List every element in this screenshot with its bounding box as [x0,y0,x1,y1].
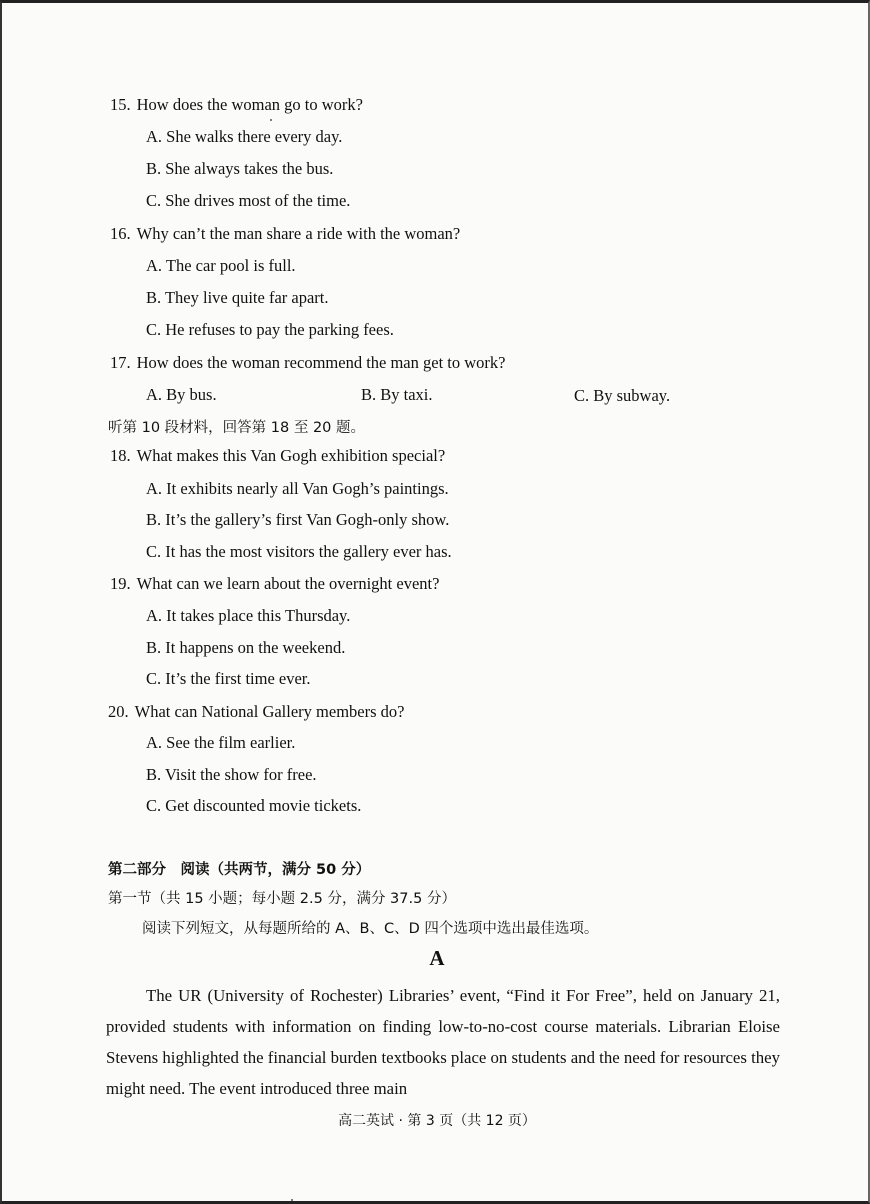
question-number: 18. [110,446,131,465]
question-number: 15. [110,95,131,114]
question-16 [110,224,460,244]
question-18 [110,446,445,466]
option-18-b: B. It’s the gallery’s first Van Gogh-only show. [146,510,450,529]
question-number: 19. [110,574,131,593]
question-text: What makes this Van Gogh exhibition special? [136,446,446,465]
section-one-heading: 第一节（共 15 小题；每小题 2.5 分，满分 37.5 分） [108,891,456,907]
question-number: 16. [110,224,131,243]
question-text: How does the woman go to work? [136,95,364,114]
question-15 [110,95,363,115]
passage-letter: A [429,946,445,970]
option-16-b: B. They live quite far apart. [146,288,329,307]
question-number: 17. [110,353,131,372]
question-17 [110,353,505,373]
option-15-b: B. She always takes the bus. [146,159,334,178]
scan-speck [291,1199,293,1201]
question-20 [108,702,404,722]
option-17-a: A. By bus. [146,385,217,404]
option-20-a: A. See the film earlier. [146,733,296,752]
question-text: What can we learn about the overnight event? [136,574,440,593]
question-text: How does the woman recommend the man get to work? [136,353,506,372]
material-instruction: 听第 10 段材料，回答第 18 至 20 题。 [108,420,366,436]
option-16-a: A. The car pool is full. [146,256,296,275]
option-20-b: B. Visit the show for free. [146,765,317,784]
option-19-a: A. It takes place this Thursday. [146,606,351,625]
option-15-c: C. She drives most of the time. [146,191,351,210]
option-17-c: C. By subway. [574,386,671,405]
passage-text: The UR (University of Rochester) Libraries’ event, “Find it For Free”, held on January 21, provided students with information on finding low-to-no-cost course materials. Librarian Eloise Stevens highlighted the financial burden textbooks place on students and the need for resources they might need. The event introduced three main [106,986,780,1098]
option-20-c: C. Get discounted movie tickets. [146,796,362,815]
page-footer: 高二英试 · 第 3 页（共 12 页） [338,1113,536,1129]
question-19 [110,574,439,594]
question-number: 20. [108,702,129,721]
part-two-heading: 第二部分 阅读（共两节，满分 50 分） [108,862,371,878]
scan-speck [270,119,272,121]
option-18-a: A. It exhibits nearly all Van Gogh’s paintings. [146,479,449,498]
reading-instruction: 阅读下列短文，从每题所给的 A、B、C、D 四个选项中选出最佳选项。 [142,921,599,937]
option-19-c: C. It’s the first time ever. [146,669,311,688]
option-19-b: B. It happens on the weekend. [146,638,346,657]
question-text: Why can’t the man share a ride with the woman? [136,224,461,243]
option-16-c: C. He refuses to pay the parking fees. [146,320,394,339]
option-18-c: C. It has the most visitors the gallery ever has. [146,542,452,561]
option-17-b: B. By taxi. [361,385,433,404]
option-15-a: A. She walks there every day. [146,127,343,146]
question-text: What can National Gallery members do? [134,702,405,721]
